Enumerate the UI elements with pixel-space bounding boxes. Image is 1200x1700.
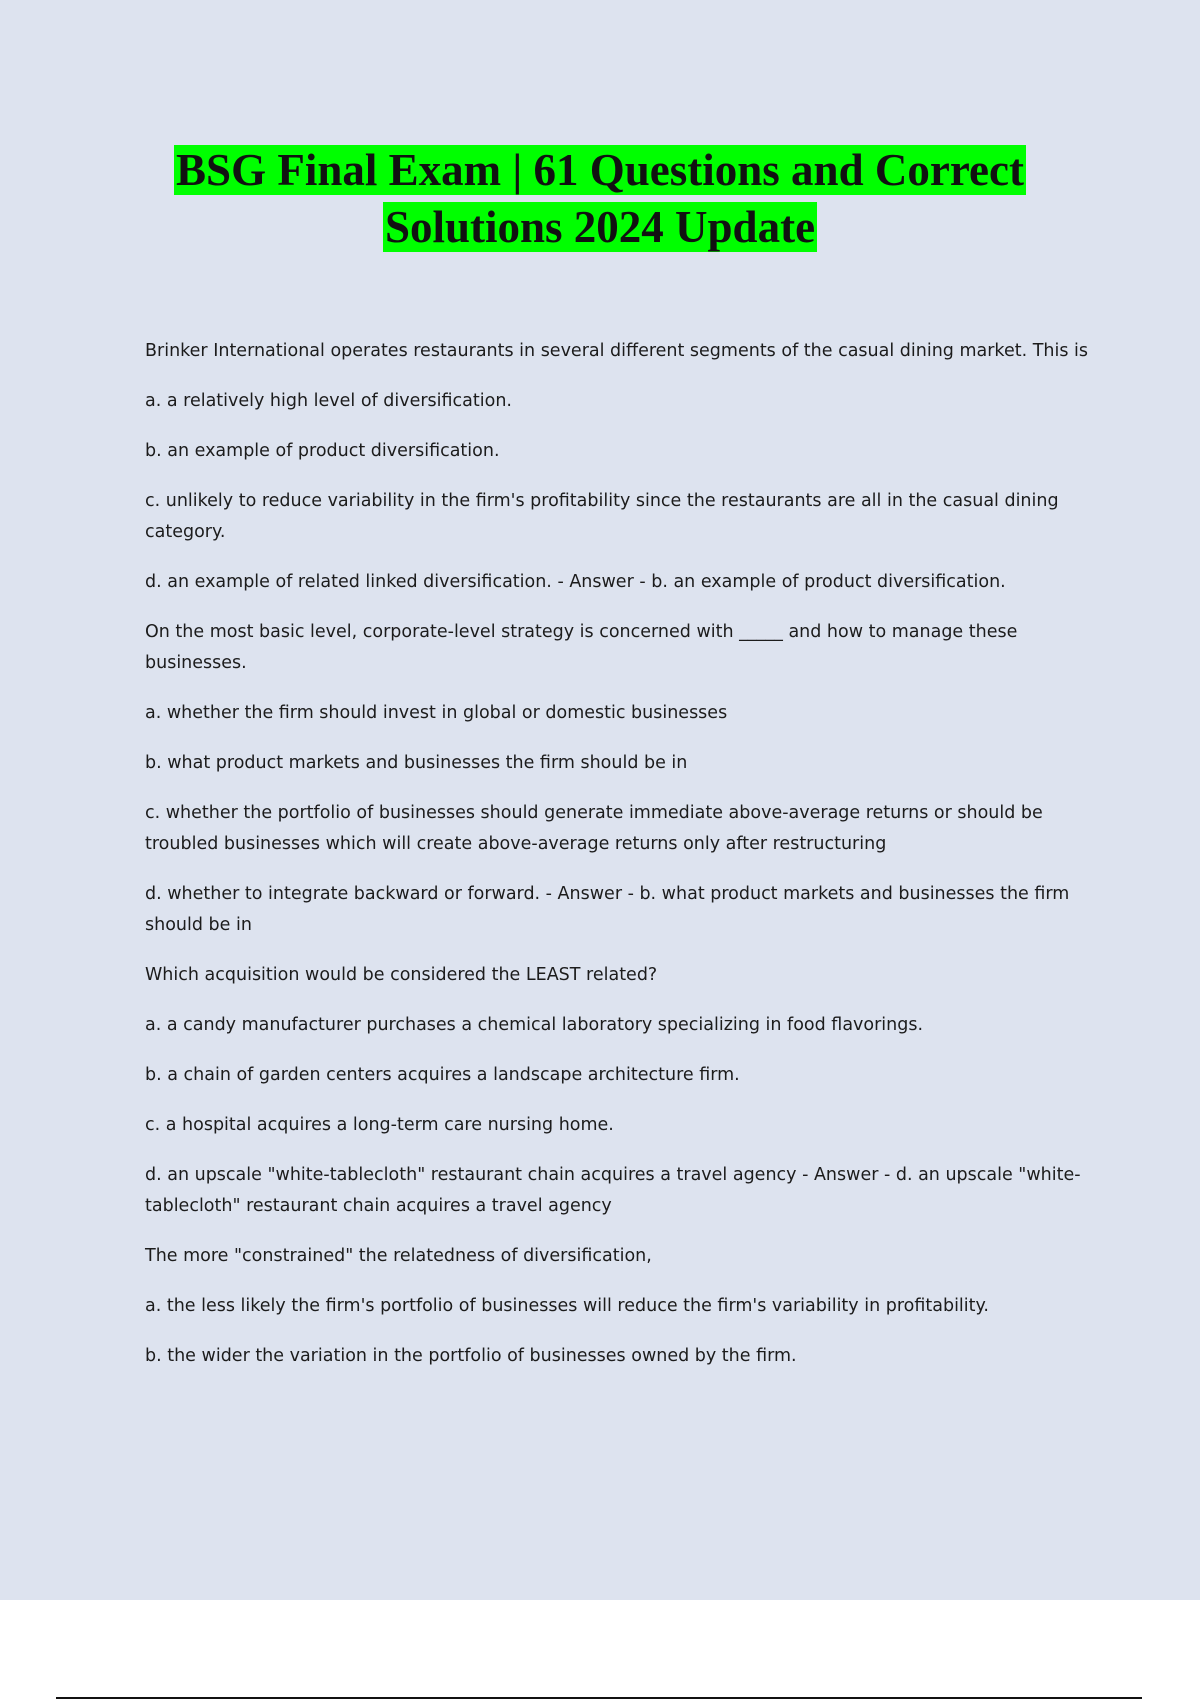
question-2-option-b: b. what product markets and businesses the firm should be in <box>145 753 688 773</box>
document-body <box>145 336 1095 1391</box>
question-1-option-b: b. an example of product diversification. <box>145 441 500 461</box>
question-4-option-a: a. the less likely the firm's portfolio of businesses will reduce the firm's variability in profitability. <box>145 1296 989 1316</box>
question-2-option-c: c. whether the portfolio of businesses should generate immediate above-average returns or should be troubled businesses which will create above-average returns only after restructuring <box>145 803 1043 854</box>
document-title <box>0 142 1200 256</box>
question-4-stem: The more "constrained" the relatedness of diversification, <box>145 1246 652 1266</box>
question-2-option-a: a. whether the firm should invest in global or domestic businesses <box>145 703 728 723</box>
question-1-option-c: c. unlikely to reduce variability in the firm's profitability since the restaurants are all in the casual dining category. <box>145 491 1059 542</box>
question-3-option-b: b. a chain of garden centers acquires a landscape architecture firm. <box>145 1065 740 1085</box>
question-3-stem: Which acquisition would be considered the LEAST related? <box>145 965 658 985</box>
question-2-option-d-answer: d. whether to integrate backward or forward. - Answer - b. what product markets and businesses the firm should be in <box>145 884 1070 935</box>
title-line-2: Solutions 2024 Update <box>384 202 816 252</box>
question-4-option-b: b. the wider the variation in the portfolio of businesses owned by the firm. <box>145 1346 797 1366</box>
question-3-option-a: a. a candy manufacturer purchases a chemical laboratory specializing in food flavorings. <box>145 1015 924 1035</box>
title-line-1: BSG Final Exam | 61 Questions and Correct <box>176 145 1024 195</box>
question-2-stem: On the most basic level, corporate-level strategy is concerned with _____ and how to manage these businesses. <box>145 622 1018 673</box>
question-1-stem: Brinker International operates restaurants in several different segments of the casual dining market. This is <box>145 341 1089 361</box>
footer-divider <box>56 1697 1142 1699</box>
question-1-option-a: a. a relatively high level of diversification. <box>145 391 512 411</box>
question-3-option-d-answer: d. an upscale "white-tablecloth" restaurant chain acquires a travel agency - Answer - d. an upscale "white-tablecloth" restaurant chain acquires a travel agency <box>145 1165 1081 1216</box>
question-3-option-c: c. a hospital acquires a long-term care nursing home. <box>145 1115 614 1135</box>
question-1-option-d-answer: d. an example of related linked diversification. - Answer - b. an example of product diversification. <box>145 572 1006 592</box>
